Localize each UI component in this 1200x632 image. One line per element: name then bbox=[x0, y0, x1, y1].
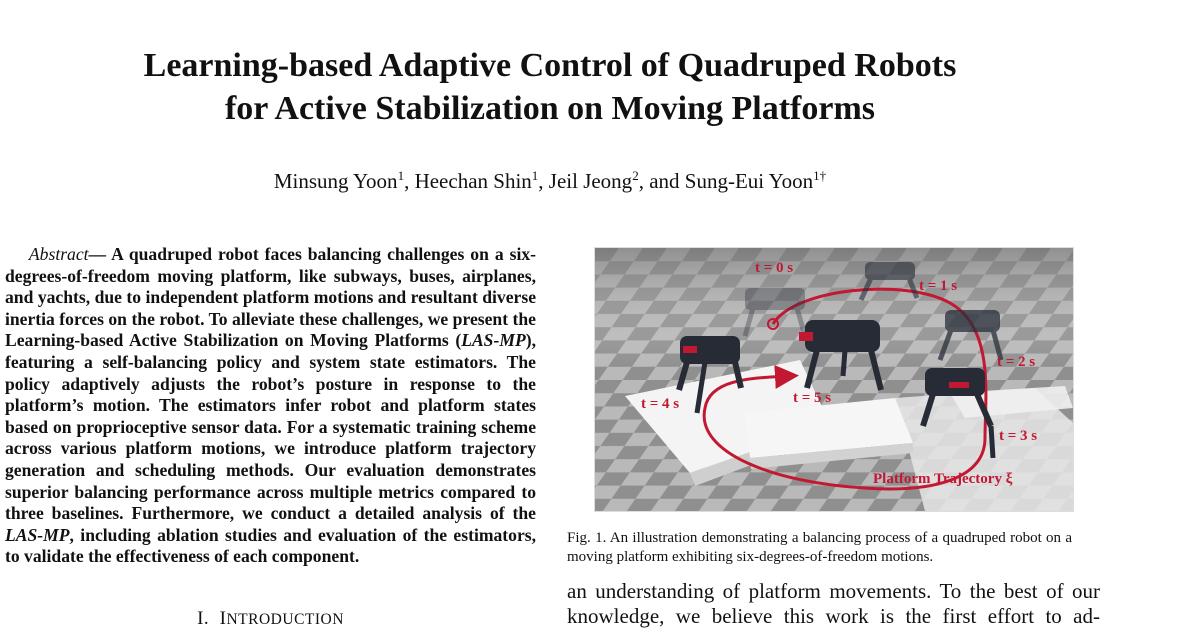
abstract-label: Abstract bbox=[28, 244, 89, 264]
abstract-acronym: LAS-MP bbox=[461, 330, 526, 351]
figure-1-image bbox=[594, 247, 1074, 512]
body-text-column bbox=[567, 579, 1100, 629]
time-label-t5: t = 5 s bbox=[793, 390, 832, 406]
body-line-1: an understanding of platform movements. To the best of our bbox=[567, 579, 1100, 603]
time-label-t0: t = 0 s bbox=[755, 260, 794, 276]
time-label-t1: t = 1 s bbox=[919, 278, 958, 294]
body-line-2: knowledge, we believe this work is the first effort to ad- bbox=[567, 604, 1100, 628]
time-label-t2: t = 2 s bbox=[997, 354, 1036, 370]
abstract bbox=[5, 244, 536, 568]
robot-scene-illustration bbox=[595, 248, 1073, 511]
title-line-1: Learning-based Adaptive Control of Quadruped Robots bbox=[143, 47, 957, 84]
trajectory-label: Platform Trajectory ξ bbox=[873, 471, 1013, 487]
title-line-2: for Active Stabilization on Moving Platforms bbox=[224, 90, 876, 127]
section-heading-introduction: I. INTRODUCTION bbox=[197, 608, 344, 629]
author-2: Heechan Shin$^1$, bbox=[414, 168, 549, 193]
figure-caption: Fig. 1. An illustration demonstrating a balancing process of a quadruped robot on a moving platform exhibiting six-degrees-of-freedom motions. bbox=[567, 530, 1072, 565]
abstract-text-1: A quadruped robot faces balancing challenges on a six-degrees-of-freedom moving platform, like subways, buses, airplanes, and yachts, due to independent platform motions and resultant diverse inertia forces on the robot. To alleviate these challenges, we present the Learning-based Active Stabilization on Moving Platforms ( bbox=[5, 244, 536, 351]
author-list bbox=[0, 166, 1100, 196]
abstract-dash: — bbox=[88, 244, 107, 264]
paper-title bbox=[0, 44, 1100, 130]
author-1: Minsung Yoon$^1$, bbox=[273, 168, 415, 193]
time-label-t3: t = 3 s bbox=[999, 428, 1038, 444]
author-3: Jeil Jeong$^2$, and bbox=[548, 168, 685, 193]
time-label-t4: t = 4 s bbox=[641, 396, 680, 412]
abstract-acronym-2: LAS-MP bbox=[5, 524, 70, 545]
abstract-text-2: ), featuring a self-balancing policy and system state estimators. The policy adaptively adjusts the robot’s posture in response to the platform’s motion. The estimators infer robot and platform states based on proprioceptive sensor data. For a systematic training scheme across various platform motions, we introduce platform trajectory generation and scheduling methods. Our evaluation demonstrates superior balancing performance across multiple metrics compared to three baselines. Furthermore, we conduct a detailed analysis of the bbox=[5, 330, 536, 524]
author-4: Sung-Eui Yoon$^{1\dagger}$ bbox=[684, 168, 827, 193]
abstract-text-3: , including ablation studies and evaluation of the estimators, to validate the effectiveness of each component. bbox=[5, 524, 536, 567]
